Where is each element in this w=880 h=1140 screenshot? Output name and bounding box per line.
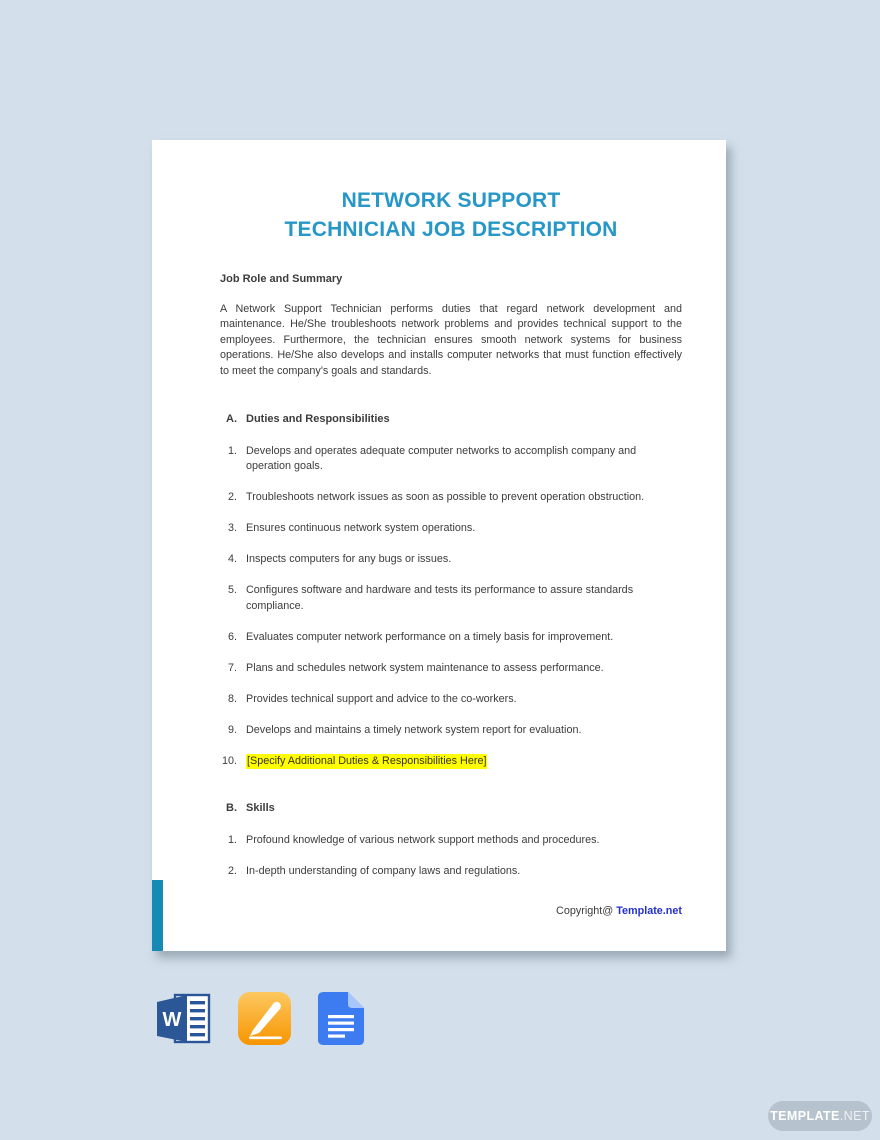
template-net-badge <box>768 1101 872 1131</box>
list-item <box>220 692 682 708</box>
accent-bar <box>152 880 163 951</box>
duty-text: Ensures continuous network system operations. <box>246 522 476 534</box>
list-item <box>220 630 682 646</box>
section-label: Skills <box>246 802 275 814</box>
duty-text: Provides technical support and advice to the co-workers. <box>246 692 517 705</box>
list-item <box>220 754 682 770</box>
list-item-number: 5. <box>227 584 237 596</box>
section-heading-duties <box>220 412 682 428</box>
list-item <box>220 444 682 475</box>
duty-text: Plans and schedules network system maintenance to assess performance. <box>246 661 604 674</box>
duty-text: In-depth understanding of company laws and regulations. <box>246 864 521 877</box>
list-item <box>220 583 682 614</box>
summary-heading: Job Role and Summary <box>220 273 343 285</box>
duty-text: Inspects computers for any bugs or issues. <box>246 553 452 565</box>
section-letter: A. <box>226 413 237 425</box>
document-title-line2: TECHNICIAN JOB DESCRIPTION <box>284 218 618 241</box>
list-item-number: 9. <box>227 723 237 736</box>
document-title <box>220 186 682 244</box>
file-format-icons <box>154 992 364 1050</box>
list-item-number: 7. <box>227 661 237 674</box>
section-label: Duties and Responsibilities <box>246 413 390 425</box>
summary-paragraph: A Network Support Technician performs duties that regard network development and maintenance. He/She troubleshoots network problems and provides technical support to the employees. Furthermore, the technician ensures smooth network systems for business operations. He/She also develops and installs computer networks that must function effectively to meet the company's goals and standards. <box>220 302 682 377</box>
duties-list <box>220 444 682 770</box>
duty-text: Troubleshoots network issues as soon as possible to prevent operation obstruction. <box>246 491 645 503</box>
list-item-number: 2. <box>227 864 237 877</box>
duty-text: Configures software and hardware and tests its performance to assure standards compliance. <box>246 584 634 612</box>
document-content <box>220 272 682 879</box>
section-heading-skills <box>220 801 682 817</box>
google-docs-icon[interactable] <box>318 992 364 1050</box>
svg-text:W: W <box>162 1009 182 1031</box>
duty-text: [Specify Additional Duties & Responsibilities Here] <box>246 754 487 770</box>
copyright-line <box>556 905 682 917</box>
list-item <box>220 490 682 506</box>
section-letter: B. <box>226 802 237 814</box>
list-item-number: 2. <box>227 491 237 503</box>
duty-text: Profound knowledge of various network support methods and procedures. <box>246 833 600 846</box>
duty-text: Evaluates computer network performance on a timely basis for improvement. <box>246 630 614 643</box>
template-net-link[interactable]: Template.net <box>616 905 682 917</box>
list-item-number: 1. <box>227 444 237 457</box>
microsoft-word-icon[interactable] <box>154 992 211 1050</box>
list-item-number: 4. <box>227 553 237 565</box>
document-title-line1: NETWORK SUPPORT <box>341 189 561 212</box>
list-item-number: 1. <box>227 833 237 846</box>
duty-text: Develops and operates adequate computer networks to accomplish company and operation goals. <box>246 444 637 472</box>
list-item-number: 6. <box>227 630 237 643</box>
list-item-number: 3. <box>227 522 237 534</box>
list-item-number: 10. <box>221 754 237 767</box>
list-item-number: 8. <box>227 692 237 705</box>
list-item <box>220 833 682 849</box>
badge-text-light: .NET <box>839 1109 870 1123</box>
skills-list <box>220 833 682 880</box>
list-item <box>220 521 682 537</box>
list-item <box>220 723 682 739</box>
duty-text: Develops and maintains a timely network system report for evaluation. <box>246 723 582 736</box>
list-item <box>220 661 682 677</box>
document-page <box>152 140 726 951</box>
list-item <box>220 552 682 568</box>
list-item <box>220 864 682 880</box>
badge-text-bold: TEMPLATE <box>770 1109 840 1123</box>
copyright-prefix: Copyright@ <box>556 905 617 917</box>
apple-pages-icon[interactable] <box>238 992 291 1050</box>
